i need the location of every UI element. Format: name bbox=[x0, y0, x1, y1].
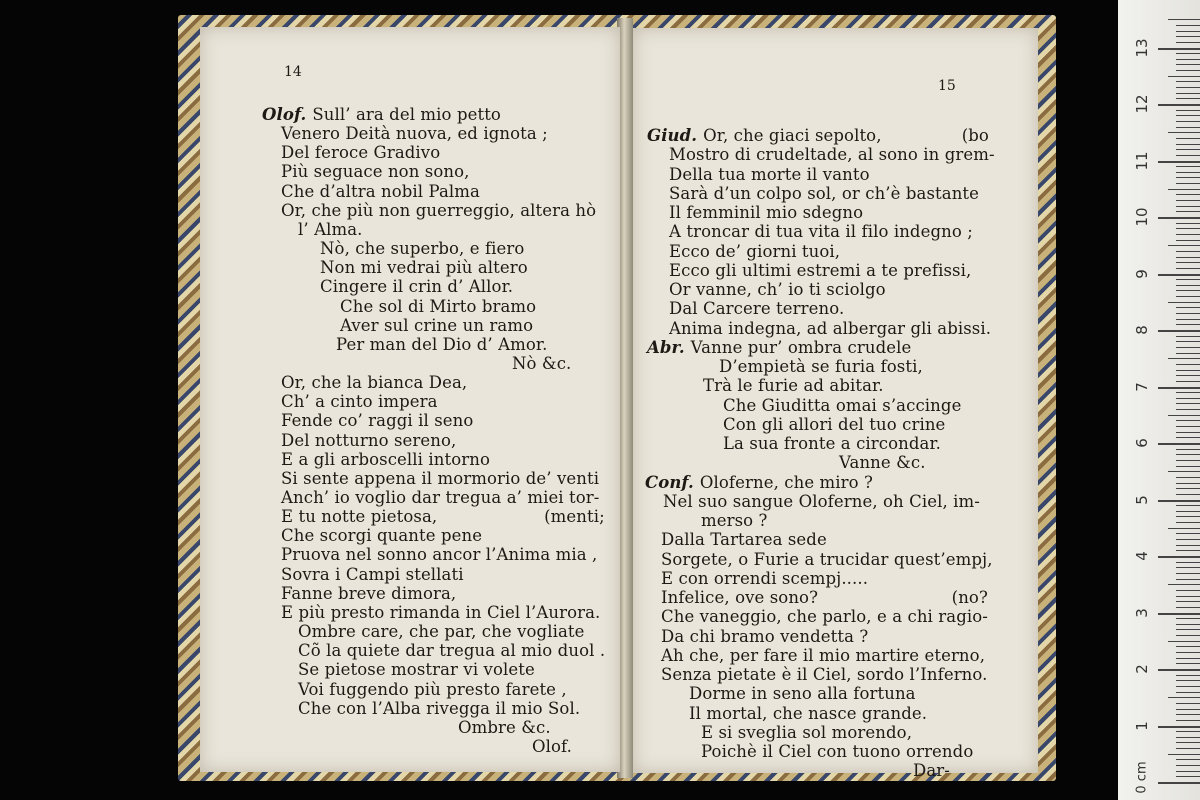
ruler-tick bbox=[1158, 613, 1200, 615]
verse-text: Voi fuggendo più presto farete , bbox=[298, 679, 567, 699]
verse-text: Sorgete, o Furie a trucidar quest’empj, bbox=[661, 549, 993, 569]
text-line bbox=[669, 145, 995, 165]
ruler-tick bbox=[1176, 364, 1200, 365]
verse-text: Della tua morte il vanto bbox=[669, 164, 870, 184]
verse-text: Cõ la quiete dar tregua al mio duol . bbox=[298, 641, 606, 661]
verse-text: E a gli arboscelli intorno bbox=[281, 449, 491, 469]
ruler-tick bbox=[1176, 279, 1200, 280]
verse-text: Più seguace non sono, bbox=[281, 162, 470, 182]
verse-text: E con orrendi scempj..... bbox=[661, 568, 869, 588]
text-line bbox=[661, 569, 868, 589]
text-line bbox=[669, 319, 991, 339]
ruler-tick bbox=[1176, 533, 1200, 534]
ruler-tick bbox=[1176, 370, 1200, 371]
ruler-tick bbox=[1176, 194, 1200, 195]
ruler-tick bbox=[1176, 511, 1200, 512]
verse-text: D’empietà se furia fosti, bbox=[719, 357, 923, 376]
ruler-number: 2 bbox=[1133, 664, 1151, 674]
verse-text: Senza pietate è il Ciel, sordo l’Inferno. bbox=[661, 665, 988, 684]
ruler-number: 11 bbox=[1133, 150, 1151, 171]
ruler-tick bbox=[1158, 556, 1200, 558]
ruler-tick bbox=[1168, 584, 1200, 585]
text-line bbox=[281, 411, 473, 431]
ruler-tick bbox=[1158, 104, 1200, 106]
verse-text: Dal Carcere terreno. bbox=[669, 299, 845, 319]
text-line bbox=[689, 704, 927, 724]
ruler-tick bbox=[1176, 81, 1200, 82]
speaker-label: Olof. bbox=[262, 105, 307, 124]
ruler-tick bbox=[1168, 19, 1200, 20]
verse-text: Poichè il Ciel con tuono orrendo bbox=[701, 742, 974, 761]
ruler-tick bbox=[1176, 341, 1200, 342]
text-line bbox=[281, 545, 597, 565]
text-line bbox=[647, 338, 911, 358]
ruler-tick bbox=[1158, 48, 1200, 50]
verse-text: Con gli allori del tuo crine bbox=[723, 414, 946, 434]
ruler-tick bbox=[1176, 183, 1200, 184]
ruler-tick bbox=[1176, 426, 1200, 427]
ruler-tick bbox=[1176, 319, 1200, 320]
text-line bbox=[281, 392, 438, 412]
ruler-tick bbox=[1176, 262, 1200, 263]
text-line bbox=[669, 280, 886, 300]
ruler-tick bbox=[1176, 98, 1200, 99]
ruler-tick bbox=[1176, 460, 1200, 461]
ruler-tick bbox=[1176, 64, 1200, 65]
text-line bbox=[298, 641, 605, 661]
text-line bbox=[719, 357, 923, 377]
text-line bbox=[661, 588, 988, 608]
verse-text: Che con l’Alba rivegga il mio Sol. bbox=[298, 698, 581, 718]
ruler-tick bbox=[1176, 353, 1200, 354]
text-line bbox=[661, 607, 988, 627]
text-line bbox=[281, 565, 464, 585]
ruler-number: 3 bbox=[1133, 607, 1151, 618]
text-line bbox=[281, 162, 470, 182]
ruler-tick bbox=[1176, 437, 1200, 438]
ruler-tick bbox=[1158, 274, 1200, 276]
ruler-number: 8 bbox=[1133, 325, 1151, 335]
text-line bbox=[281, 431, 456, 451]
ruler-tick bbox=[1176, 59, 1200, 60]
left-page bbox=[200, 27, 620, 772]
verse-text: Or vanne, ch’ io ti sciolgo bbox=[669, 280, 886, 299]
verse-text: Fanne breve dimora, bbox=[281, 583, 457, 603]
ruler-tick bbox=[1158, 500, 1200, 502]
text-line bbox=[281, 373, 467, 393]
ruler-tick bbox=[1176, 121, 1200, 122]
ruler-tick bbox=[1176, 675, 1200, 676]
text-line bbox=[723, 415, 945, 435]
verse-text: merso ? bbox=[701, 511, 768, 530]
ruler-tick bbox=[1168, 754, 1200, 755]
ruler-tick bbox=[1176, 172, 1200, 173]
verse-text: Per man del Dio d’ Amor. bbox=[336, 334, 548, 354]
ruler-tick bbox=[1176, 211, 1200, 212]
text-line bbox=[645, 473, 873, 493]
text-line bbox=[512, 354, 571, 374]
text-line bbox=[281, 450, 490, 470]
ruler-tick bbox=[1158, 443, 1200, 445]
verse-text: Nel suo sangue Oloferne, oh Ciel, im- bbox=[663, 491, 980, 511]
ruler-tick bbox=[1176, 42, 1200, 43]
text-line bbox=[281, 526, 482, 546]
ruler-tick bbox=[1176, 494, 1200, 495]
ruler-unit-label: 0 cm bbox=[1134, 761, 1150, 794]
ruler-tick bbox=[1176, 579, 1200, 580]
verse-text: Nò, che superbo, e fiero bbox=[320, 239, 525, 259]
ruler-tick bbox=[1158, 330, 1200, 332]
text-line bbox=[320, 277, 513, 297]
verse-text: A troncar di tua vita il filo indegno ; bbox=[669, 222, 973, 242]
text-line bbox=[669, 261, 971, 281]
ruler-tick bbox=[1176, 703, 1200, 704]
ruler-tick bbox=[1176, 228, 1200, 229]
ruler-tick bbox=[1176, 483, 1200, 484]
ruler-tick bbox=[1158, 726, 1200, 728]
ruler-tick bbox=[1176, 607, 1200, 608]
text-line bbox=[701, 723, 912, 743]
ruler-tick bbox=[1176, 381, 1200, 382]
ruler-tick bbox=[1176, 223, 1200, 224]
ruler-tick bbox=[1176, 550, 1200, 551]
ruler-tick bbox=[1176, 516, 1200, 517]
ruler-tick bbox=[1176, 454, 1200, 455]
ruler-tick bbox=[1176, 307, 1200, 308]
ruler-tick bbox=[1168, 302, 1200, 303]
text-line bbox=[647, 126, 989, 146]
text-line bbox=[298, 622, 584, 642]
ruler-tick bbox=[1176, 618, 1200, 619]
text-line bbox=[458, 718, 551, 738]
ruler-number: 10 bbox=[1133, 207, 1151, 227]
ruler-tick bbox=[1168, 415, 1200, 416]
verse-text: Anch’ io voglio dar tregua a’ miei tor- bbox=[281, 488, 600, 507]
ruler-tick bbox=[1176, 714, 1200, 715]
text-line bbox=[281, 584, 456, 604]
ruler-tick bbox=[1176, 432, 1200, 433]
ruler-number: 12 bbox=[1133, 94, 1151, 114]
verse-text: Cingere il crin d’ Allor. bbox=[320, 277, 514, 297]
verse-text: Ecco gli ultimi estremi a te prefissi, bbox=[669, 260, 972, 280]
ruler-tick bbox=[1176, 709, 1200, 710]
ruler-tick bbox=[1168, 471, 1200, 472]
ruler-tick bbox=[1176, 234, 1200, 235]
ruler-number: 4 bbox=[1133, 551, 1151, 561]
ruler-tick bbox=[1176, 87, 1200, 88]
ruler-tick bbox=[1176, 539, 1200, 540]
text-line bbox=[298, 660, 535, 680]
verse-text: Nò &c. bbox=[512, 353, 572, 373]
ruler-tick bbox=[1176, 36, 1200, 37]
ruler-number: 6 bbox=[1133, 438, 1151, 448]
ruler-tick bbox=[1176, 748, 1200, 749]
ruler-tick bbox=[1176, 776, 1200, 777]
text-line bbox=[281, 201, 596, 221]
ruler-tick bbox=[1176, 375, 1200, 376]
verse-text: E più presto rimanda in Ciel l’Aurora. bbox=[281, 602, 601, 622]
verse-text: Aver sul crine un ramo bbox=[340, 315, 534, 335]
ruler-tick bbox=[1176, 505, 1200, 506]
verse-text: Vanne pur’ ombra crudele bbox=[690, 337, 912, 357]
verse-text: Che sol di Mirto bramo bbox=[340, 296, 537, 316]
ruler-tick bbox=[1168, 641, 1200, 642]
ruler-tick bbox=[1176, 759, 1200, 760]
text-line bbox=[320, 258, 528, 278]
text-line bbox=[320, 239, 524, 259]
text-line bbox=[661, 550, 993, 570]
text-line bbox=[661, 646, 985, 666]
text-line bbox=[661, 627, 868, 647]
verse-text: l’ Alma. bbox=[298, 219, 363, 239]
ruler-tick bbox=[1158, 669, 1200, 671]
text-line bbox=[281, 603, 600, 623]
verse-text: Olof. bbox=[532, 736, 573, 756]
ruler-tick bbox=[1176, 115, 1200, 116]
ruler-tick bbox=[1176, 155, 1200, 156]
text-line bbox=[663, 492, 980, 512]
ruler-tick bbox=[1176, 420, 1200, 421]
ruler-tick bbox=[1176, 25, 1200, 26]
text-line bbox=[689, 684, 916, 704]
verse-text: Il femminil mio sdegno bbox=[669, 203, 864, 222]
verse-text: Trà le furie ad abitar. bbox=[703, 376, 884, 396]
ruler-tick bbox=[1176, 545, 1200, 546]
ruler-tick bbox=[1176, 53, 1200, 54]
ruler-tick bbox=[1176, 737, 1200, 738]
verse-text: Vanne &c. bbox=[839, 453, 926, 473]
ruler-tick bbox=[1176, 127, 1200, 128]
verse-text: Ch’ a cinto impera bbox=[281, 392, 438, 412]
verse-text: Dar- bbox=[913, 761, 950, 781]
ruler-tick bbox=[1176, 70, 1200, 71]
ruler-tick bbox=[1176, 596, 1200, 597]
speaker-label: Abr. bbox=[647, 337, 685, 357]
ruler-tick bbox=[1176, 392, 1200, 393]
verse-text: Anima indegna, ad albergar gli abissi. bbox=[669, 318, 992, 338]
verse-text: Che scorgi quante pene bbox=[281, 526, 483, 546]
page-number: 14 bbox=[284, 64, 302, 80]
ruler-tick bbox=[1176, 601, 1200, 602]
verse-text: Ah che, per fare il mio martire eterno, bbox=[661, 645, 986, 665]
ruler-tick bbox=[1176, 449, 1200, 450]
verse-text: Mostro di crudeltade, al sono in grem- bbox=[669, 145, 995, 165]
ruler-tick bbox=[1176, 257, 1200, 258]
ruler-tick bbox=[1158, 387, 1200, 389]
ruler-tick bbox=[1176, 663, 1200, 664]
text-line bbox=[723, 396, 961, 416]
ruler-tick bbox=[1176, 680, 1200, 681]
ruler-tick bbox=[1176, 720, 1200, 721]
text-line bbox=[281, 143, 440, 163]
ruler-tick bbox=[1176, 731, 1200, 732]
ruler-tick bbox=[1168, 132, 1200, 133]
verse-text: Pruova nel sonno ancor l’Anima mia , bbox=[281, 545, 598, 565]
text-line bbox=[281, 507, 605, 527]
ruler-tick bbox=[1176, 31, 1200, 32]
verse-text: Or, che giaci sepolto, (bo bbox=[703, 126, 989, 145]
speaker-label: Giud. bbox=[647, 126, 698, 145]
text-line bbox=[281, 469, 599, 489]
ruler-tick bbox=[1176, 562, 1200, 563]
ruler-tick bbox=[1168, 358, 1200, 359]
ruler-tick bbox=[1176, 336, 1200, 337]
ruler-tick bbox=[1176, 166, 1200, 167]
verse-text: Che Giuditta omai s’accinge bbox=[723, 395, 962, 415]
ruler-tick bbox=[1176, 347, 1200, 348]
ruler-tick bbox=[1176, 240, 1200, 241]
ruler-tick bbox=[1158, 217, 1200, 219]
ruler-tick bbox=[1176, 403, 1200, 404]
verse-text: Da chi bramo vendetta ? bbox=[661, 626, 869, 646]
verse-text: Sull’ ara del mio petto bbox=[312, 105, 501, 124]
text-line bbox=[913, 761, 950, 781]
verse-text: Dalla Tartarea sede bbox=[661, 530, 827, 550]
verse-text: Ombre &c. bbox=[458, 717, 551, 737]
ruler-number: 13 bbox=[1133, 37, 1151, 58]
text-line bbox=[839, 453, 926, 473]
ruler-tick bbox=[1176, 488, 1200, 489]
text-line bbox=[281, 182, 480, 202]
ruler-tick bbox=[1168, 189, 1200, 190]
ruler-tick bbox=[1158, 782, 1200, 784]
verse-text: Or, che più non guerreggio, altera hò bbox=[281, 200, 597, 220]
measuring-ruler bbox=[1118, 0, 1200, 800]
right-page bbox=[633, 28, 1038, 781]
verse-text: Si sente appena il mormorio de’ venti bbox=[281, 468, 600, 488]
verse-text: Del notturno sereno, bbox=[281, 430, 457, 450]
ruler-tick bbox=[1168, 697, 1200, 698]
ruler-tick bbox=[1176, 567, 1200, 568]
verse-text: Ombre care, che par, che vogliate bbox=[298, 622, 585, 642]
ruler-tick bbox=[1176, 635, 1200, 636]
verse-text: Venero Deità nuova, ed ignota ; bbox=[281, 124, 548, 144]
ruler-tick bbox=[1176, 398, 1200, 399]
verse-text: Che vaneggio, che parlo, e a chi ragio- bbox=[661, 607, 988, 627]
ruler-tick bbox=[1158, 161, 1200, 163]
text-line bbox=[669, 299, 844, 319]
ruler-tick bbox=[1176, 149, 1200, 150]
ruler-tick bbox=[1176, 771, 1200, 772]
ruler-tick bbox=[1176, 765, 1200, 766]
verse-text: Ecco de’ giorni tuoi, bbox=[669, 241, 841, 261]
ruler-tick bbox=[1176, 466, 1200, 467]
text-line bbox=[298, 680, 567, 700]
ruler-tick bbox=[1168, 528, 1200, 529]
verse-text: Or, che la bianca Dea, bbox=[281, 373, 468, 393]
ruler-tick bbox=[1176, 296, 1200, 297]
text-line bbox=[340, 316, 533, 336]
text-line bbox=[281, 124, 548, 144]
ruler-tick bbox=[1176, 177, 1200, 178]
text-line bbox=[669, 242, 840, 262]
speaker-label: Conf. bbox=[645, 472, 694, 492]
ruler-tick bbox=[1176, 93, 1200, 94]
text-line bbox=[661, 665, 988, 685]
verse-text: Sarà d’un colpo sol, or ch’è bastante bbox=[669, 183, 980, 203]
ruler-tick bbox=[1168, 76, 1200, 77]
text-line bbox=[661, 530, 827, 550]
text-line bbox=[669, 165, 870, 185]
verse-text: Dorme in seno alla fortuna bbox=[689, 684, 916, 704]
ruler-tick bbox=[1176, 290, 1200, 291]
verse-text: Sovra i Campi stellati bbox=[281, 564, 464, 584]
ruler-number: 5 bbox=[1133, 494, 1151, 505]
verse-text: Se pietose mostrar vi volete bbox=[298, 660, 535, 680]
ruler-tick bbox=[1176, 590, 1200, 591]
ruler-tick bbox=[1176, 138, 1200, 139]
verse-text: Non mi vedrai più altero bbox=[320, 258, 528, 278]
text-line bbox=[298, 699, 580, 719]
ruler-tick bbox=[1176, 742, 1200, 743]
text-line bbox=[532, 737, 572, 757]
verse-text: Del feroce Gradivo bbox=[281, 143, 441, 163]
text-line bbox=[701, 742, 973, 762]
text-line bbox=[669, 184, 979, 204]
ruler-tick bbox=[1176, 206, 1200, 207]
page-number: 15 bbox=[938, 78, 956, 94]
ruler-tick bbox=[1176, 285, 1200, 286]
ruler-tick bbox=[1176, 692, 1200, 693]
ruler-tick bbox=[1168, 245, 1200, 246]
ruler-number: 9 bbox=[1133, 268, 1151, 279]
text-line bbox=[703, 376, 884, 396]
ruler-tick bbox=[1176, 629, 1200, 630]
ruler-tick bbox=[1176, 624, 1200, 625]
verse-text: Il mortal, che nasce grande. bbox=[689, 703, 928, 723]
text-line bbox=[340, 297, 536, 317]
text-line bbox=[298, 220, 363, 240]
verse-text: Infelice, ove sono? (no? bbox=[661, 588, 988, 607]
ruler-tick bbox=[1176, 251, 1200, 252]
ruler-tick bbox=[1176, 200, 1200, 201]
ruler-tick bbox=[1176, 409, 1200, 410]
text-line bbox=[336, 335, 547, 355]
ruler-number: 1 bbox=[1133, 720, 1151, 731]
ruler-tick bbox=[1176, 268, 1200, 269]
text-line bbox=[262, 105, 501, 125]
ruler-tick bbox=[1176, 652, 1200, 653]
ruler-tick bbox=[1176, 658, 1200, 659]
ruler-number: 7 bbox=[1133, 381, 1151, 392]
ruler-tick bbox=[1176, 686, 1200, 687]
verse-text: Che d’altra nobil Palma bbox=[281, 181, 480, 201]
ruler-tick bbox=[1176, 313, 1200, 314]
verse-text: La sua fronte a circondar. bbox=[723, 434, 942, 453]
ruler-tick bbox=[1176, 522, 1200, 523]
text-line bbox=[723, 434, 941, 454]
verse-text: Fende co’ raggi il seno bbox=[281, 411, 474, 431]
text-line bbox=[281, 488, 599, 508]
text-line bbox=[701, 511, 768, 531]
ruler-tick bbox=[1176, 144, 1200, 145]
verse-text: E tu notte pietosa, (menti; bbox=[281, 507, 605, 527]
ruler-tick bbox=[1176, 110, 1200, 111]
ruler-tick bbox=[1176, 646, 1200, 647]
ruler-tick bbox=[1176, 324, 1200, 325]
ruler-tick bbox=[1176, 573, 1200, 574]
verse-text: Oloferne, che miro ? bbox=[699, 472, 873, 492]
text-line bbox=[669, 222, 973, 242]
text-line bbox=[669, 203, 863, 223]
verse-text: E si sveglia sol morendo, bbox=[701, 722, 913, 742]
ruler-tick bbox=[1176, 477, 1200, 478]
